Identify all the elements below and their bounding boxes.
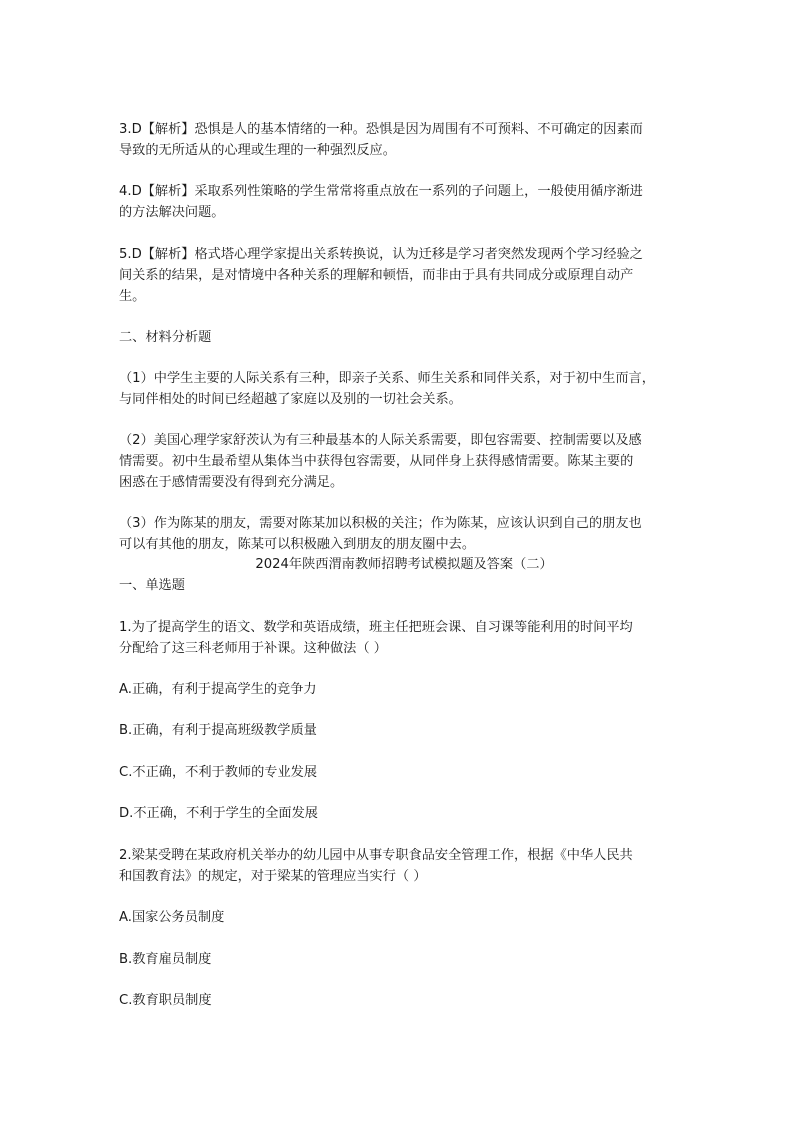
text-line: 3.D【解析】恐惧是人的基本情绪的一种。恐惧是因为周围有不可预料、不可确定的因素而 <box>119 122 643 137</box>
option-1d <box>119 803 689 824</box>
answer-2 <box>119 430 689 493</box>
text-line: 困惑在于感情需要没有得到充分满足。 <box>119 475 344 490</box>
option-text: C.教育职员制度 <box>119 993 212 1008</box>
option-text: A.正确，有利于提高学生的竞争力 <box>119 682 317 697</box>
text-line: 4.D【解析】采取系列性策略的学生常常将重点放在一系列的子问题上，一般使用循序渐进 <box>119 184 643 199</box>
question-line: 和国教育法》的规定，对于梁某的管理应当实行（ ） <box>119 869 427 884</box>
section-heading-text: 一、单选题 <box>119 578 185 593</box>
option-text: A.国家公务员制度 <box>119 910 225 925</box>
text-line: 生。 <box>119 289 146 304</box>
option-text: C.不正确，不利于教师的专业发展 <box>119 765 318 780</box>
option-1c <box>119 762 689 783</box>
text-line: 可以有其他的朋友，陈某可以积极融入到朋友的朋友圈中去。 <box>119 537 476 552</box>
text-line: 导致的无所适从的心理或生理的一种强烈反应。 <box>119 143 396 158</box>
option-text: D.不正确，不利于学生的全面发展 <box>119 806 318 821</box>
option-text: B.教育雇员制度 <box>119 952 212 967</box>
question-1 <box>119 617 689 659</box>
option-text: B.正确，有利于提高班级教学质量 <box>119 723 317 738</box>
text-line: 间关系的结果，是对情境中各种关系的理解和顿悟，而非由于具有共同成分或原理自动产 <box>119 268 634 283</box>
answer-1 <box>119 368 689 410</box>
text-line: 与同伴相处的时间已经超越了家庭以及别的一切社会关系。 <box>119 392 462 407</box>
explanation-q5 <box>119 244 689 307</box>
explanation-q4 <box>119 181 689 223</box>
section-heading-material-analysis <box>119 327 689 348</box>
question-line: 1.为了提高学生的语文、数学和英语成绩，班主任把班会课、自习课等能利用的时间平均 <box>119 620 633 635</box>
section-heading-single-choice <box>119 575 689 596</box>
text-line: 5.D【解析】格式塔心理学家提出关系转换说，认为迁移是学习者突然发现两个学习经验之 <box>119 247 643 262</box>
text-line: 的方法解决问题。 <box>119 205 225 220</box>
question-line: 2.梁某受聘在某政府机关举办的幼儿园中从事专职食品安全管理工作，根据《中华人民共 <box>119 848 633 863</box>
explanation-q3 <box>119 119 689 161</box>
section-heading-text: 二、材料分析题 <box>119 330 212 345</box>
text-line: （1）中学生主要的人际关系有三种，即亲子关系、师生关系和同伴关系，对于初中生而言， <box>119 371 655 386</box>
option-1a <box>119 679 689 700</box>
option-1b <box>119 720 689 741</box>
option-2a <box>119 907 689 928</box>
text-line: 情需要。初中生最希望从集体当中获得包容需要，从同伴身上获得感情需要。陈某主要的 <box>119 454 634 469</box>
exam-title: 2024年陕西渭南教师招聘考试模拟题及答案（二） <box>255 557 553 572</box>
question-2 <box>119 845 689 887</box>
text-line: （2）美国心理学家舒茨认为有三种最基本的人际关系需要，即包容需要、控制需要以及感 <box>119 433 642 448</box>
option-2b <box>119 949 689 970</box>
answer-3 <box>119 513 689 555</box>
option-2c <box>119 990 689 1011</box>
question-line: 分配给了这三科老师用于补课。这种做法（ ） <box>119 641 387 656</box>
text-line: （3）作为陈某的朋友，需要对陈某加以积极的关注；作为陈某，应该认识到自己的朋友也 <box>119 516 642 531</box>
